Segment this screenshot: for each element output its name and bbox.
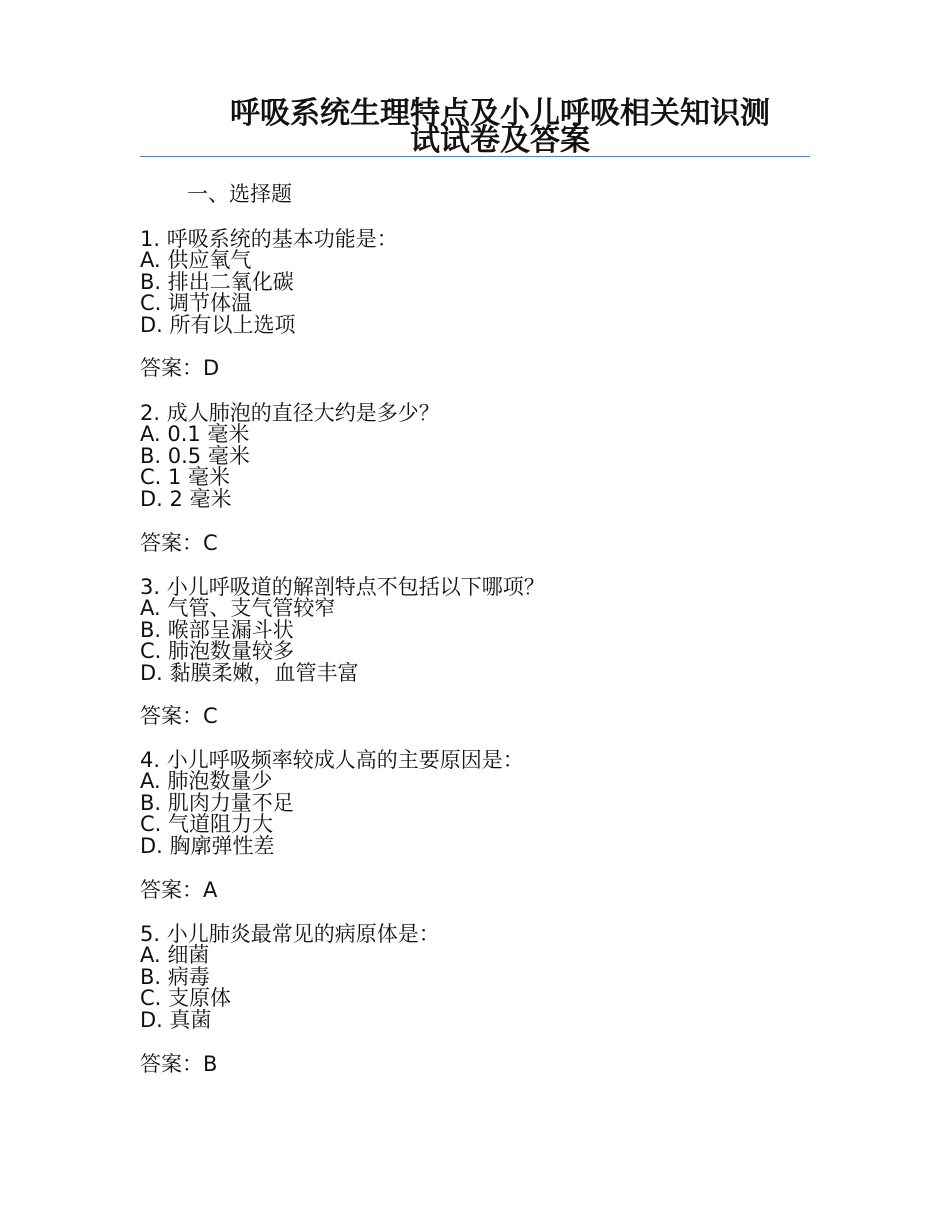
- title-line-1: 呼吸系统生理特点及小儿呼吸相关知识测: [230, 96, 770, 131]
- option-a: A. 气管、支气管较窄: [140, 596, 336, 620]
- question-2: [140, 402, 440, 510]
- option-d: D. 胸廓弹性差: [140, 833, 275, 858]
- title-line-2: 试试卷及答案: [410, 123, 590, 158]
- option-b: B. 0.5 毫米: [140, 443, 250, 468]
- option-a: A. 供应氧气: [140, 248, 252, 272]
- question-3: [140, 576, 545, 684]
- question-stem: 3. 小儿呼吸道的解剖特点不包括以下哪项？: [140, 575, 545, 599]
- answer-1: 答案：D: [140, 356, 220, 380]
- question-1: [140, 228, 398, 336]
- option-d: D. 2 毫米: [140, 486, 232, 511]
- question-stem: 5. 小儿肺炎最常见的病原体是：: [140, 922, 440, 946]
- answer-3: 答案：C: [140, 704, 218, 728]
- option-c: C. 调节体温: [140, 291, 253, 315]
- option-b: B. 排出二氧化碳: [140, 269, 294, 294]
- question-4: [140, 749, 524, 857]
- option-c: C. 气道阻力大: [140, 812, 274, 836]
- option-c: C. 肺泡数量较多: [140, 639, 295, 663]
- option-d: D. 真菌: [140, 1007, 212, 1032]
- question-stem: 2. 成人肺泡的直径大约是多少？: [140, 401, 440, 425]
- answer-4: 答案：A: [140, 878, 218, 902]
- option-c: C. 1 毫米: [140, 465, 231, 489]
- option-a: A. 细菌: [140, 943, 210, 967]
- title-block: [140, 98, 810, 157]
- answer-5: 答案：B: [140, 1052, 218, 1076]
- option-c: C. 支原体: [140, 986, 232, 1010]
- option-b: B. 病毒: [140, 964, 210, 989]
- page-title: [140, 98, 810, 156]
- option-a: A. 0.1 毫米: [140, 422, 250, 446]
- question-5: [140, 923, 440, 1031]
- question-stem: 1. 呼吸系统的基本功能是：: [140, 227, 398, 251]
- answer-2: 答案：C: [140, 531, 218, 555]
- option-d: D. 所有以上选项: [140, 312, 296, 337]
- section-heading: 一、选择题: [187, 182, 292, 206]
- option-d: D. 黏膜柔嫩，血管丰富: [140, 660, 359, 685]
- option-b: B. 喉部呈漏斗状: [140, 617, 294, 642]
- option-b: B. 肌肉力量不足: [140, 790, 294, 815]
- option-a: A. 肺泡数量少: [140, 769, 273, 793]
- question-stem: 4. 小儿呼吸频率较成人高的主要原因是：: [140, 748, 524, 772]
